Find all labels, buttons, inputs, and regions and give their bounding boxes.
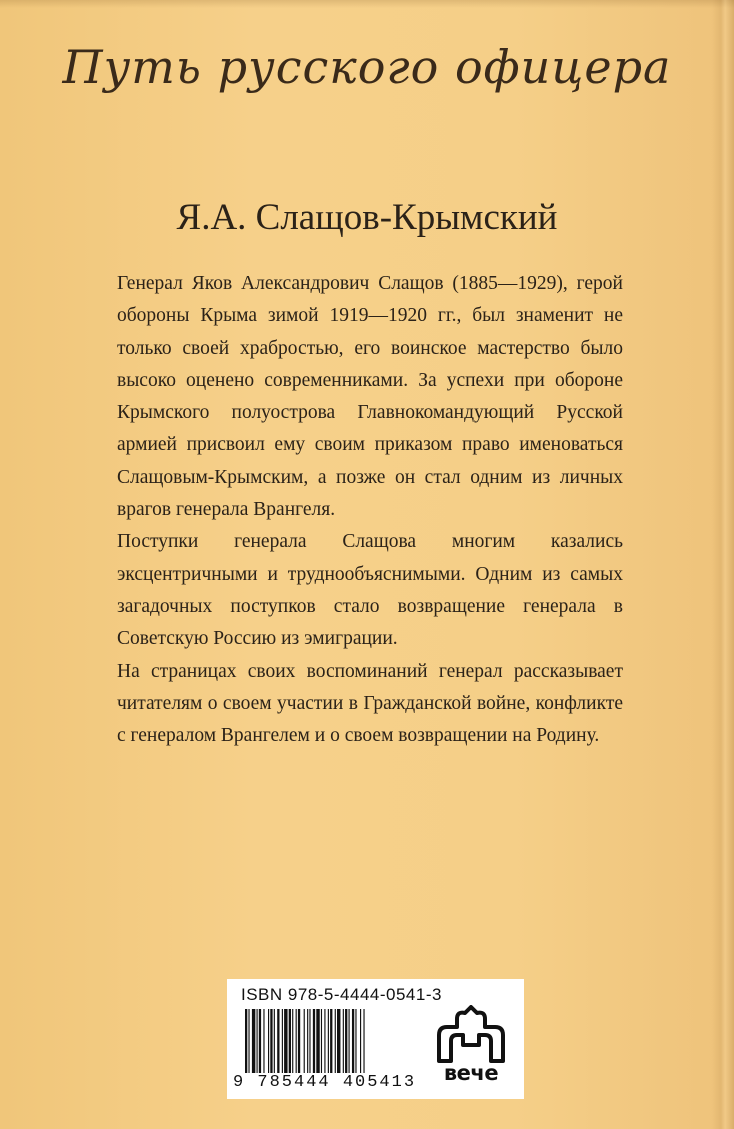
author-name: Я.А. Слащов-Крымский bbox=[176, 197, 558, 238]
annotation-paragraph-1: Генерал Яков Александрович Слащов (1885—1929), герой обороны Крыма зимой 1919—1920 гг., был знаменит не только своей храбростью, его воинское мастерство было высоко оценено современниками. За успехи при обороне Крымского полуострова Главнокомандующий Русской армией присвоил ему своим приказом право именоваться Слащовым-Крымским, а позже он стал одним из личных врагов генерала Врангеля. bbox=[117, 273, 623, 521]
publisher-name: вече bbox=[443, 1061, 499, 1085]
isbn-label: ISBN 978-5-4444-0541-3 bbox=[241, 985, 442, 1004]
isbn-box bbox=[227, 979, 524, 1099]
top-edge-shadow bbox=[0, 0, 734, 8]
barcode-digits: 9 785444 405413 bbox=[233, 1073, 417, 1092]
spine-edge bbox=[712, 0, 734, 1129]
annotation-paragraph-2: Поступки генерала Слащова многим казались эксцентричными и труднообъяснимыми. Одним из самых загадочных поступков стало возвращение генерала в Советскую Россию из эмиграции. bbox=[117, 531, 623, 650]
annotation-paragraph-3: На страницах своих воспоминаний генерал рассказывает читателям о своем участии в Гражданской войне, конфликте с генералом Врангелем и о своем возвращении на Родину. bbox=[117, 660, 623, 747]
barcode-icon bbox=[241, 1009, 413, 1073]
series-title: Путь русского офицера bbox=[62, 40, 672, 94]
annotation-text bbox=[117, 268, 623, 752]
